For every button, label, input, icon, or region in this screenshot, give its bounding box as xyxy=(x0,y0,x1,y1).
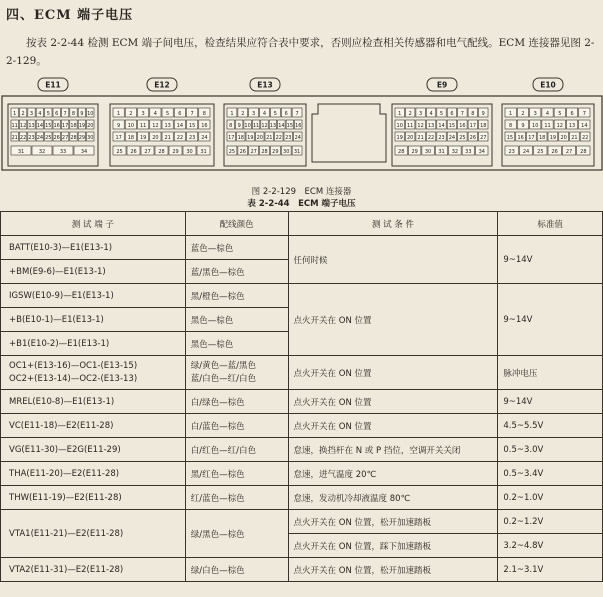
terminal-cell: +B(E10-1)—E1(E13-1) xyxy=(1,308,186,332)
value-cell: 脉冲电压 xyxy=(498,356,603,390)
connector-pin-number: 23 xyxy=(438,135,445,141)
figure-caption: 图 2-2-129 ECM 连接器 xyxy=(251,187,352,197)
connector-pin-number: 4 xyxy=(38,111,42,117)
connector-pin-number: 18 xyxy=(127,135,135,141)
header-standard: 标准值 xyxy=(498,212,603,236)
connector-pin-number: 24 xyxy=(522,149,530,155)
connector-label: E9 xyxy=(436,80,448,90)
table-row xyxy=(1,284,603,308)
terminal-line: OC1+(E13-16)—OC1-(E13-15) xyxy=(9,360,138,371)
value-cell: 9~14V xyxy=(498,284,603,356)
connector-pin-number: 18 xyxy=(538,135,546,141)
connector-pin-number: 4 xyxy=(429,111,433,117)
connector-pin-number: 15 xyxy=(448,123,456,129)
connector-pin-number: 20 xyxy=(256,135,263,141)
connector-pin-number: 18 xyxy=(237,135,244,141)
connector-pin-number: 21 xyxy=(11,135,18,141)
connector-pin-number: 34 xyxy=(80,149,88,155)
connector-pin-number: 16 xyxy=(201,123,208,129)
connector-pin-number: 19 xyxy=(396,135,403,141)
connector-pin-number: 26 xyxy=(551,149,558,155)
connector-pin-number: 15 xyxy=(45,123,52,129)
connector-pin-number: 21 xyxy=(571,135,578,141)
condition-cell: 点火开关在 ON 位置，松开加速踏板 xyxy=(288,558,498,582)
connector-pin-number: 19 xyxy=(549,135,557,141)
connector-pin-number: 6 xyxy=(284,111,288,117)
connector-pin-number: 27 xyxy=(565,149,573,155)
connector-pin-number: 19 xyxy=(78,123,86,129)
table-row xyxy=(1,438,603,462)
connector-pin-number: 10 xyxy=(532,123,539,129)
connector-pin-number: 31 xyxy=(293,149,301,155)
value-cell: 0.2~1.0V xyxy=(498,486,603,510)
connector-pin-number: 13 xyxy=(568,123,576,129)
connector-pin-number: 11 xyxy=(252,123,260,129)
terminal-cell: +BM(E9-6)—E1(E13-1) xyxy=(1,260,186,284)
connector-pin-number: 17 xyxy=(528,135,535,141)
connector-pin-number: 25 xyxy=(459,135,466,141)
wire-color-cell: 黑色—棕色 xyxy=(185,308,288,332)
connector-pin-number: 22 xyxy=(275,135,282,141)
connector-pin-number: 12 xyxy=(556,123,563,129)
condition-cell: 怠速，进气温度 20℃ xyxy=(288,462,498,486)
connector-pin-number: 17 xyxy=(115,135,122,141)
connector-pin-number: 17 xyxy=(469,123,477,129)
condition-cell: 点火开关在 ON 位置，踩下加速踏板 xyxy=(288,534,498,558)
connector-pin-number: 1 xyxy=(398,111,402,117)
table-caption: 表 2-2-44 ECM 端子电压 xyxy=(247,199,356,209)
header-condition: 测 试 条 件 xyxy=(288,212,498,236)
value-cell: 2.1~3.1V xyxy=(498,558,603,582)
connector-pin-number: 4 xyxy=(153,111,157,117)
connector-pin-number: 33 xyxy=(465,149,472,155)
terminal-cell: VTA2(E11-31)—E2(E11-28) xyxy=(1,558,186,582)
connector-pin-number: 33 xyxy=(59,149,67,155)
wire-color-cell: 绿/黑色—棕色 xyxy=(185,510,288,558)
connector-pin-number: 3 xyxy=(141,111,145,117)
connector-pin-number: 3 xyxy=(533,111,537,117)
connector-pin-number: 24 xyxy=(448,135,456,141)
connector-pin-number: 19 xyxy=(247,135,254,141)
connector-pin-number: 14 xyxy=(36,123,44,129)
connector-pin-number: 21 xyxy=(164,135,171,141)
connector-pin-number: 12 xyxy=(19,123,27,129)
connector-label: E10 xyxy=(540,80,556,90)
connector-pin-number: 30 xyxy=(186,149,193,155)
connector-pin-number: 31 xyxy=(17,149,25,155)
connector-pin-number: 8 xyxy=(509,123,513,129)
connector-pin-number: 28 xyxy=(580,149,587,155)
connector-pin-number: 15 xyxy=(506,135,514,141)
connector-label: E13 xyxy=(257,80,273,90)
connector-pin-number: 32 xyxy=(38,149,46,155)
connector-pin-number: 9 xyxy=(117,123,121,129)
wire-color-cell: 蓝/黑色—棕色 xyxy=(185,260,288,284)
connector-pin-number: 16 xyxy=(517,135,524,141)
connector-pin-number: 21 xyxy=(417,135,424,141)
connector-pin-number: 28 xyxy=(158,149,165,155)
connector-pin-number: 13 xyxy=(269,123,277,129)
connector-pin-number: 27 xyxy=(480,135,487,141)
connector-pin-number: 25 xyxy=(116,149,123,155)
connector-pin-number: 9 xyxy=(237,123,241,129)
connector-pin-number: 20 xyxy=(87,123,94,129)
connector-pin-number: 34 xyxy=(478,149,485,155)
connector-pin-number: 27 xyxy=(250,149,257,155)
connector-pin-number: 25 xyxy=(537,149,544,155)
connector-pin-number: 26 xyxy=(469,135,477,141)
condition-cell: 点火开关在 ON 位置 xyxy=(288,284,498,356)
terminal-cell: VTA1(E11-21)—E2(E11-28) xyxy=(1,510,186,558)
connector-pin-number: 11 xyxy=(544,123,551,129)
connector-pin-number: 25 xyxy=(228,149,236,155)
connector-pin-number: 31 xyxy=(200,149,207,155)
condition-cell: 点火开关在 ON 位置 xyxy=(288,390,498,414)
terminal-cell: VG(E11-30)—E2G(E11-29) xyxy=(1,438,186,462)
ecm-voltage-table xyxy=(0,211,603,582)
connector-pin-number: 7 xyxy=(63,111,67,117)
connector-pin-number: 12 xyxy=(261,123,268,129)
connector-pin-number: 21 xyxy=(266,135,273,141)
connector-pin-number: 22 xyxy=(176,135,184,141)
connector-pin-number: 1 xyxy=(509,111,513,117)
value-cell: 9~14V xyxy=(498,390,603,414)
connector-pin-number: 12 xyxy=(152,123,159,129)
connector-pin-number: 22 xyxy=(427,135,435,141)
connector-pin-number: 1 xyxy=(230,111,234,117)
terminal-cell: BATT(E10-3)—E1(E13-1) xyxy=(1,236,186,260)
wire-color-cell: 白/蓝色—棕色 xyxy=(185,414,288,438)
connector-pin-number: 4 xyxy=(545,111,550,117)
terminal-cell: MREL(E10-8)—E1(E13-1) xyxy=(1,390,186,414)
connector-pin-number: 15 xyxy=(188,123,196,129)
connector-pin-number: 27 xyxy=(61,135,69,141)
terminal-cell xyxy=(1,356,186,390)
table-row xyxy=(1,462,603,486)
table-row xyxy=(1,414,603,438)
terminal-line: OC2+(E13-14)—OC2-(E13-13) xyxy=(9,373,138,384)
wire-color-cell: 黑/红色—棕色 xyxy=(185,462,288,486)
terminal-cell: THA(E11-20)—E2(E11-28) xyxy=(1,462,186,486)
connector-pin-number: 15 xyxy=(286,123,294,129)
value-cell: 3.2~4.8V xyxy=(498,534,603,558)
connector-pin-number: 6 xyxy=(178,111,182,117)
table-row xyxy=(1,356,603,390)
connector-pin-number: 11 xyxy=(406,123,414,129)
connector-pin-number: 20 xyxy=(152,135,159,141)
connector-pin-number: 28 xyxy=(398,149,405,155)
terminal-cell: THW(E11-19)—E2(E11-28) xyxy=(1,486,186,510)
wire-color-cell: 绿/白色—棕色 xyxy=(185,558,288,582)
wire-color-line: 绿/黄色—蓝/黑色 xyxy=(190,360,256,371)
value-cell: 4.5~5.5V xyxy=(498,414,603,438)
connector-pin-number: 16 xyxy=(459,123,466,129)
connector-pin-number: 7 xyxy=(460,111,464,117)
connector-pin-number: 32 xyxy=(451,149,459,155)
connector-pin-number: 11 xyxy=(11,123,18,129)
connector-pin-number: 24 xyxy=(294,135,301,141)
connector-pin-number: 9 xyxy=(521,123,525,129)
connector-pin-number: 30 xyxy=(283,149,290,155)
connector-pin-number: 2 xyxy=(241,111,245,117)
table-row xyxy=(1,558,603,582)
connector-pin-number: 14 xyxy=(581,123,588,129)
connector-pin-number: 23 xyxy=(28,135,35,141)
connector-pin-number: 23 xyxy=(188,135,196,141)
connector-pin-number: 23 xyxy=(285,135,292,141)
header-terminal: 测 试 端 子 xyxy=(1,212,186,236)
connector-pin-number: 16 xyxy=(295,123,302,129)
connector-pin-number: 10 xyxy=(396,123,403,129)
table-row xyxy=(1,510,603,534)
connector-pin-number: 7 xyxy=(190,111,194,117)
connector-pin-number: 17 xyxy=(61,123,69,129)
connector-pin-number: 5 xyxy=(273,111,277,117)
connector-pin-number: 11 xyxy=(139,123,147,129)
wire-color-cell: 黑色—棕色 xyxy=(185,332,288,356)
value-cell: 9~14V xyxy=(498,236,603,284)
connector-pin-number: 2 xyxy=(408,111,412,117)
table-row xyxy=(1,390,603,414)
value-cell: 0.5~3.0V xyxy=(498,438,603,462)
connector-pin-number: 10 xyxy=(244,123,251,129)
connector-pin-number: 29 xyxy=(172,149,179,155)
connector-pin-number: 2 xyxy=(521,111,525,117)
connector-pin-number: 3 xyxy=(29,111,34,117)
connector-pin-number: 3 xyxy=(252,111,256,117)
connector-pin-number: 20 xyxy=(560,135,567,141)
section-title: 四、ECM 端子电压 xyxy=(6,8,134,23)
condition-cell: 点火开关在 ON 位置 xyxy=(288,356,498,390)
connector-pin-number: 10 xyxy=(87,111,94,117)
connector-pin-number: 14 xyxy=(438,123,445,129)
connector-pin-number: 7 xyxy=(295,111,299,117)
connector-pin-number: 3 xyxy=(419,111,423,117)
wire-color-cell: 黑/橙色—棕色 xyxy=(185,284,288,308)
header-wire-color: 配线颜色 xyxy=(185,212,288,236)
terminal-cell: VC(E11-18)—E2(E11-28) xyxy=(1,414,186,438)
connector-pin-number: 30 xyxy=(424,149,432,155)
connector-pin-number: 29 xyxy=(78,135,86,141)
connector-pin-number: 31 xyxy=(438,149,445,155)
connector-pin-number: 14 xyxy=(176,123,184,129)
connector-pin-number: 16 xyxy=(53,123,60,129)
connector-label: E11 xyxy=(45,80,61,90)
connector-pin-number: 18 xyxy=(70,123,77,129)
connector-pin-number: 27 xyxy=(144,149,151,155)
connector-pin-number: 6 xyxy=(570,111,574,117)
connector-pin-number: 2 xyxy=(21,111,25,117)
connector-latch xyxy=(312,104,386,162)
intro-paragraph: 按表 2-2-44 检测 ECM 端子间电压，检查结果应符合表中要求，否则应检查相关传感器和电气配线。ECM 连接器见图 2-2-129。 xyxy=(6,37,595,67)
terminal-cell: IGSW(E10-9)—E1(E13-1) xyxy=(1,284,186,308)
connector-pin-number: 8 xyxy=(71,111,76,117)
connector-pin-number: 26 xyxy=(239,149,246,155)
connector-pin-number: 12 xyxy=(417,123,424,129)
connector-pin-number: 28 xyxy=(70,135,77,141)
table-header-row xyxy=(1,212,603,236)
connector-pin-number: 18 xyxy=(480,123,487,129)
wire-color-cell: 白/绿色—棕色 xyxy=(185,390,288,414)
connector-pin-number: 22 xyxy=(581,135,589,141)
connector-pin-number: 20 xyxy=(406,135,414,141)
connector-pin-number: 1 xyxy=(13,111,17,117)
wire-color-cell: 蓝色—棕色 xyxy=(185,236,288,260)
connector-pin-number: 25 xyxy=(45,135,52,141)
condition-cell: 怠速，发动机冷却液温度 80℃ xyxy=(288,486,498,510)
connector-pin-number: 5 xyxy=(558,111,562,117)
connector-pin-number: 8 xyxy=(229,123,233,129)
wire-color-cell: 红/蓝色—棕色 xyxy=(185,486,288,510)
connector-pin-number: 4 xyxy=(262,111,267,117)
connector-pin-number: 5 xyxy=(46,111,50,117)
connector-pin-number: 29 xyxy=(411,149,418,155)
connector-pin-number: 6 xyxy=(55,111,59,117)
connector-pin-number: 6 xyxy=(450,111,454,117)
connector-pin-number: 5 xyxy=(166,111,170,117)
connector-pin-number: 29 xyxy=(272,149,279,155)
wire-color-cell: 白/红色—红/白色 xyxy=(185,438,288,462)
connector-pin-number: 22 xyxy=(19,135,27,141)
connector-pin-number: 5 xyxy=(439,111,444,117)
connector-pin-number: 13 xyxy=(427,123,435,129)
wire-color-line: 蓝/白色—红/白色 xyxy=(190,373,256,384)
condition-cell: 点火开关在 ON 位置 xyxy=(288,414,498,438)
connector-pin-number: 9 xyxy=(80,111,84,117)
table-row xyxy=(1,486,603,510)
connector-pin-number: 8 xyxy=(202,111,206,117)
connector-pin-number: 7 xyxy=(582,111,586,117)
table-row xyxy=(1,236,603,260)
connector-pin-number: 19 xyxy=(139,135,147,141)
connector-pin-number: 9 xyxy=(481,111,485,117)
connector-pin-number: 26 xyxy=(53,135,60,141)
connector-pin-number: 1 xyxy=(117,111,121,117)
connector-pin-number: 17 xyxy=(228,135,235,141)
connector-label: E12 xyxy=(154,80,170,90)
value-cell: 0.5~3.4V xyxy=(498,462,603,486)
connector-pin-number: 8 xyxy=(471,111,475,117)
connector-pin-number: 26 xyxy=(130,149,137,155)
connector-pin-number: 13 xyxy=(28,123,35,129)
terminal-cell: +B1(E10-2)—E1(E13-1) xyxy=(1,332,186,356)
connector-pin-number: 24 xyxy=(36,135,44,141)
condition-cell: 任何时候 xyxy=(288,236,498,284)
connector-pin-number: 13 xyxy=(164,123,171,129)
value-cell: 0.2~1.2V xyxy=(498,510,603,534)
condition-cell: 点火开关在 ON 位置，松开加速踏板 xyxy=(288,510,498,534)
connector-pin-number: 30 xyxy=(87,135,94,141)
connector-pin-number: 23 xyxy=(508,149,515,155)
ecm-connector-diagram xyxy=(0,74,603,184)
wire-color-cell xyxy=(185,356,288,390)
connector-pin-number: 14 xyxy=(278,123,285,129)
connector-pin-number: 10 xyxy=(127,123,135,129)
connector-pin-number: 28 xyxy=(261,149,268,155)
connector-pin-number: 24 xyxy=(201,135,208,141)
connector-pin-number: 2 xyxy=(129,111,133,117)
condition-cell: 怠速，换挡杆在 N 或 P 挡位，空调开关关闭 xyxy=(288,438,498,462)
